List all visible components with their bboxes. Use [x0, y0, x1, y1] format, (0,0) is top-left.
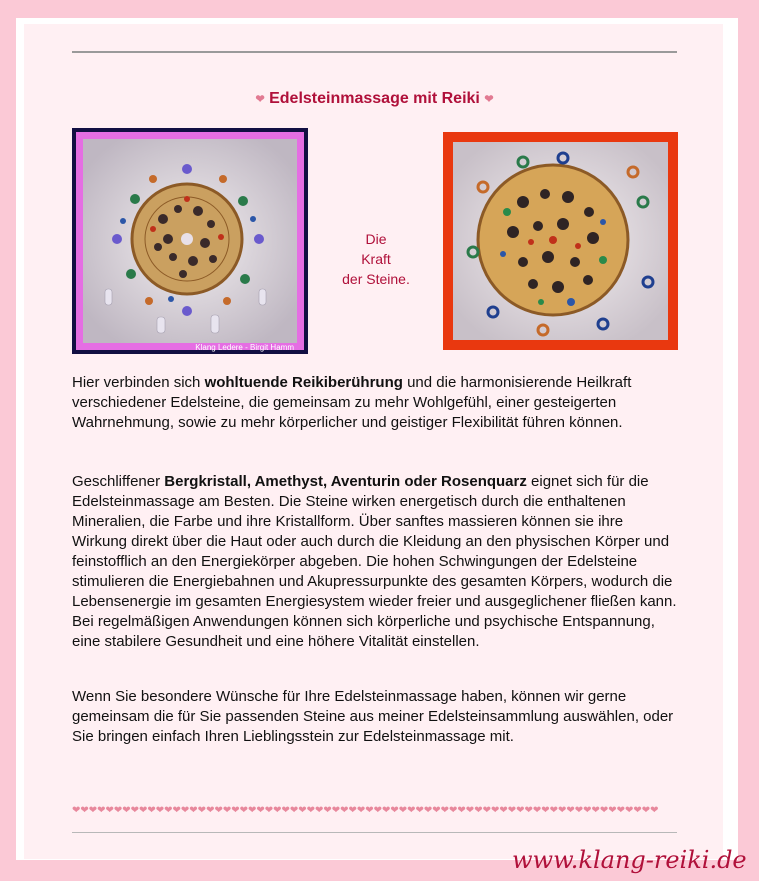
tagline-line: Kraft: [361, 251, 391, 267]
paragraph-text: Hier verbinden sich: [72, 374, 205, 391]
heart-icon: ❤: [255, 93, 265, 106]
bottom-divider: [72, 832, 677, 833]
heart-icon: ❤: [484, 93, 494, 106]
gemstone-mandala-image-left: [72, 128, 308, 354]
wishes-paragraph: Wenn Sie besondere Wünsche für Ihre Edelsteinmassage haben, können wir gerne gemeinsam die für Sie passenden Steine aus meiner Edelsteinsammlung auswählen, oder Sie bringen einfach Ihren Lieblingsstein zur Edelsteinmassage mit.: [72, 688, 674, 745]
top-divider: [72, 51, 677, 53]
tagline: [318, 229, 434, 289]
intro-paragraph: [72, 373, 682, 433]
tagline-line: der Steine.: [342, 271, 410, 287]
paragraph-text: und die harmonisierende Heilkraft verschiedener Edelsteine, die gemeinsam zu mehr Wohlgefühl, einer gesteigerten Wahrnehmung, sowie zu mehr körperlicher und geistiger Flexibilität führen können.: [72, 374, 632, 431]
paragraph-text: Geschliffener: [72, 473, 165, 490]
website-url[interactable]: www.klang-reiki.de: [512, 846, 747, 874]
gemstones-paragraph: [72, 472, 682, 652]
tagline-line: Die: [365, 231, 387, 247]
paragraph-bold-text: Bergkristall, Amethyst, Aventurin oder Rosenquarz: [164, 473, 527, 490]
paragraph-bold-text: wohltuende Reikiberührung: [204, 374, 403, 391]
gemstone-photo: [453, 142, 668, 340]
image-credit: Klang Ledere - Birgit Hamm: [195, 343, 294, 352]
paragraph-text: eignet sich für die Edelsteinmassage am Besten. Die Steine wirken energetisch durch die enthaltenen Mineralien, die Farbe und ihre Kristallform. Über sanftes massieren können sie ihre Wirkung direkt über die Haut oder auch durch die Kleidung an den physischen Körper und feinstofflich an den Energiekörper abgeben. Die hohen Schwingungen der Edelsteine stimulieren die Energiebahnen und Akupressurpunkte des gesamten Körpers, wodurch die Lebensenergie im gesamten Energiesystem wieder freier und ausgeglichener fließen kann. Bei regelmäßigen Anwendungen können sich körperliche und psychische Entspannung, eine stabilere Gesundheit und eine höhere Vitalität einstellen.: [72, 473, 677, 650]
hearts-divider: ❤❤❤❤❤❤❤❤❤❤❤❤❤❤❤❤❤❤❤❤❤❤❤❤❤❤❤❤❤❤❤❤❤❤❤❤❤❤❤❤❤❤❤❤❤❤❤❤❤❤❤❤❤❤❤❤❤❤❤❤❤❤❤❤❤❤❤❤❤❤: [72, 805, 659, 816]
page-title: [72, 90, 677, 108]
gemstone-photo: [83, 139, 297, 343]
gemstone-mandala-image-right: [443, 132, 678, 350]
page-title-text: Edelsteinmassage mit Reiki: [269, 90, 480, 107]
